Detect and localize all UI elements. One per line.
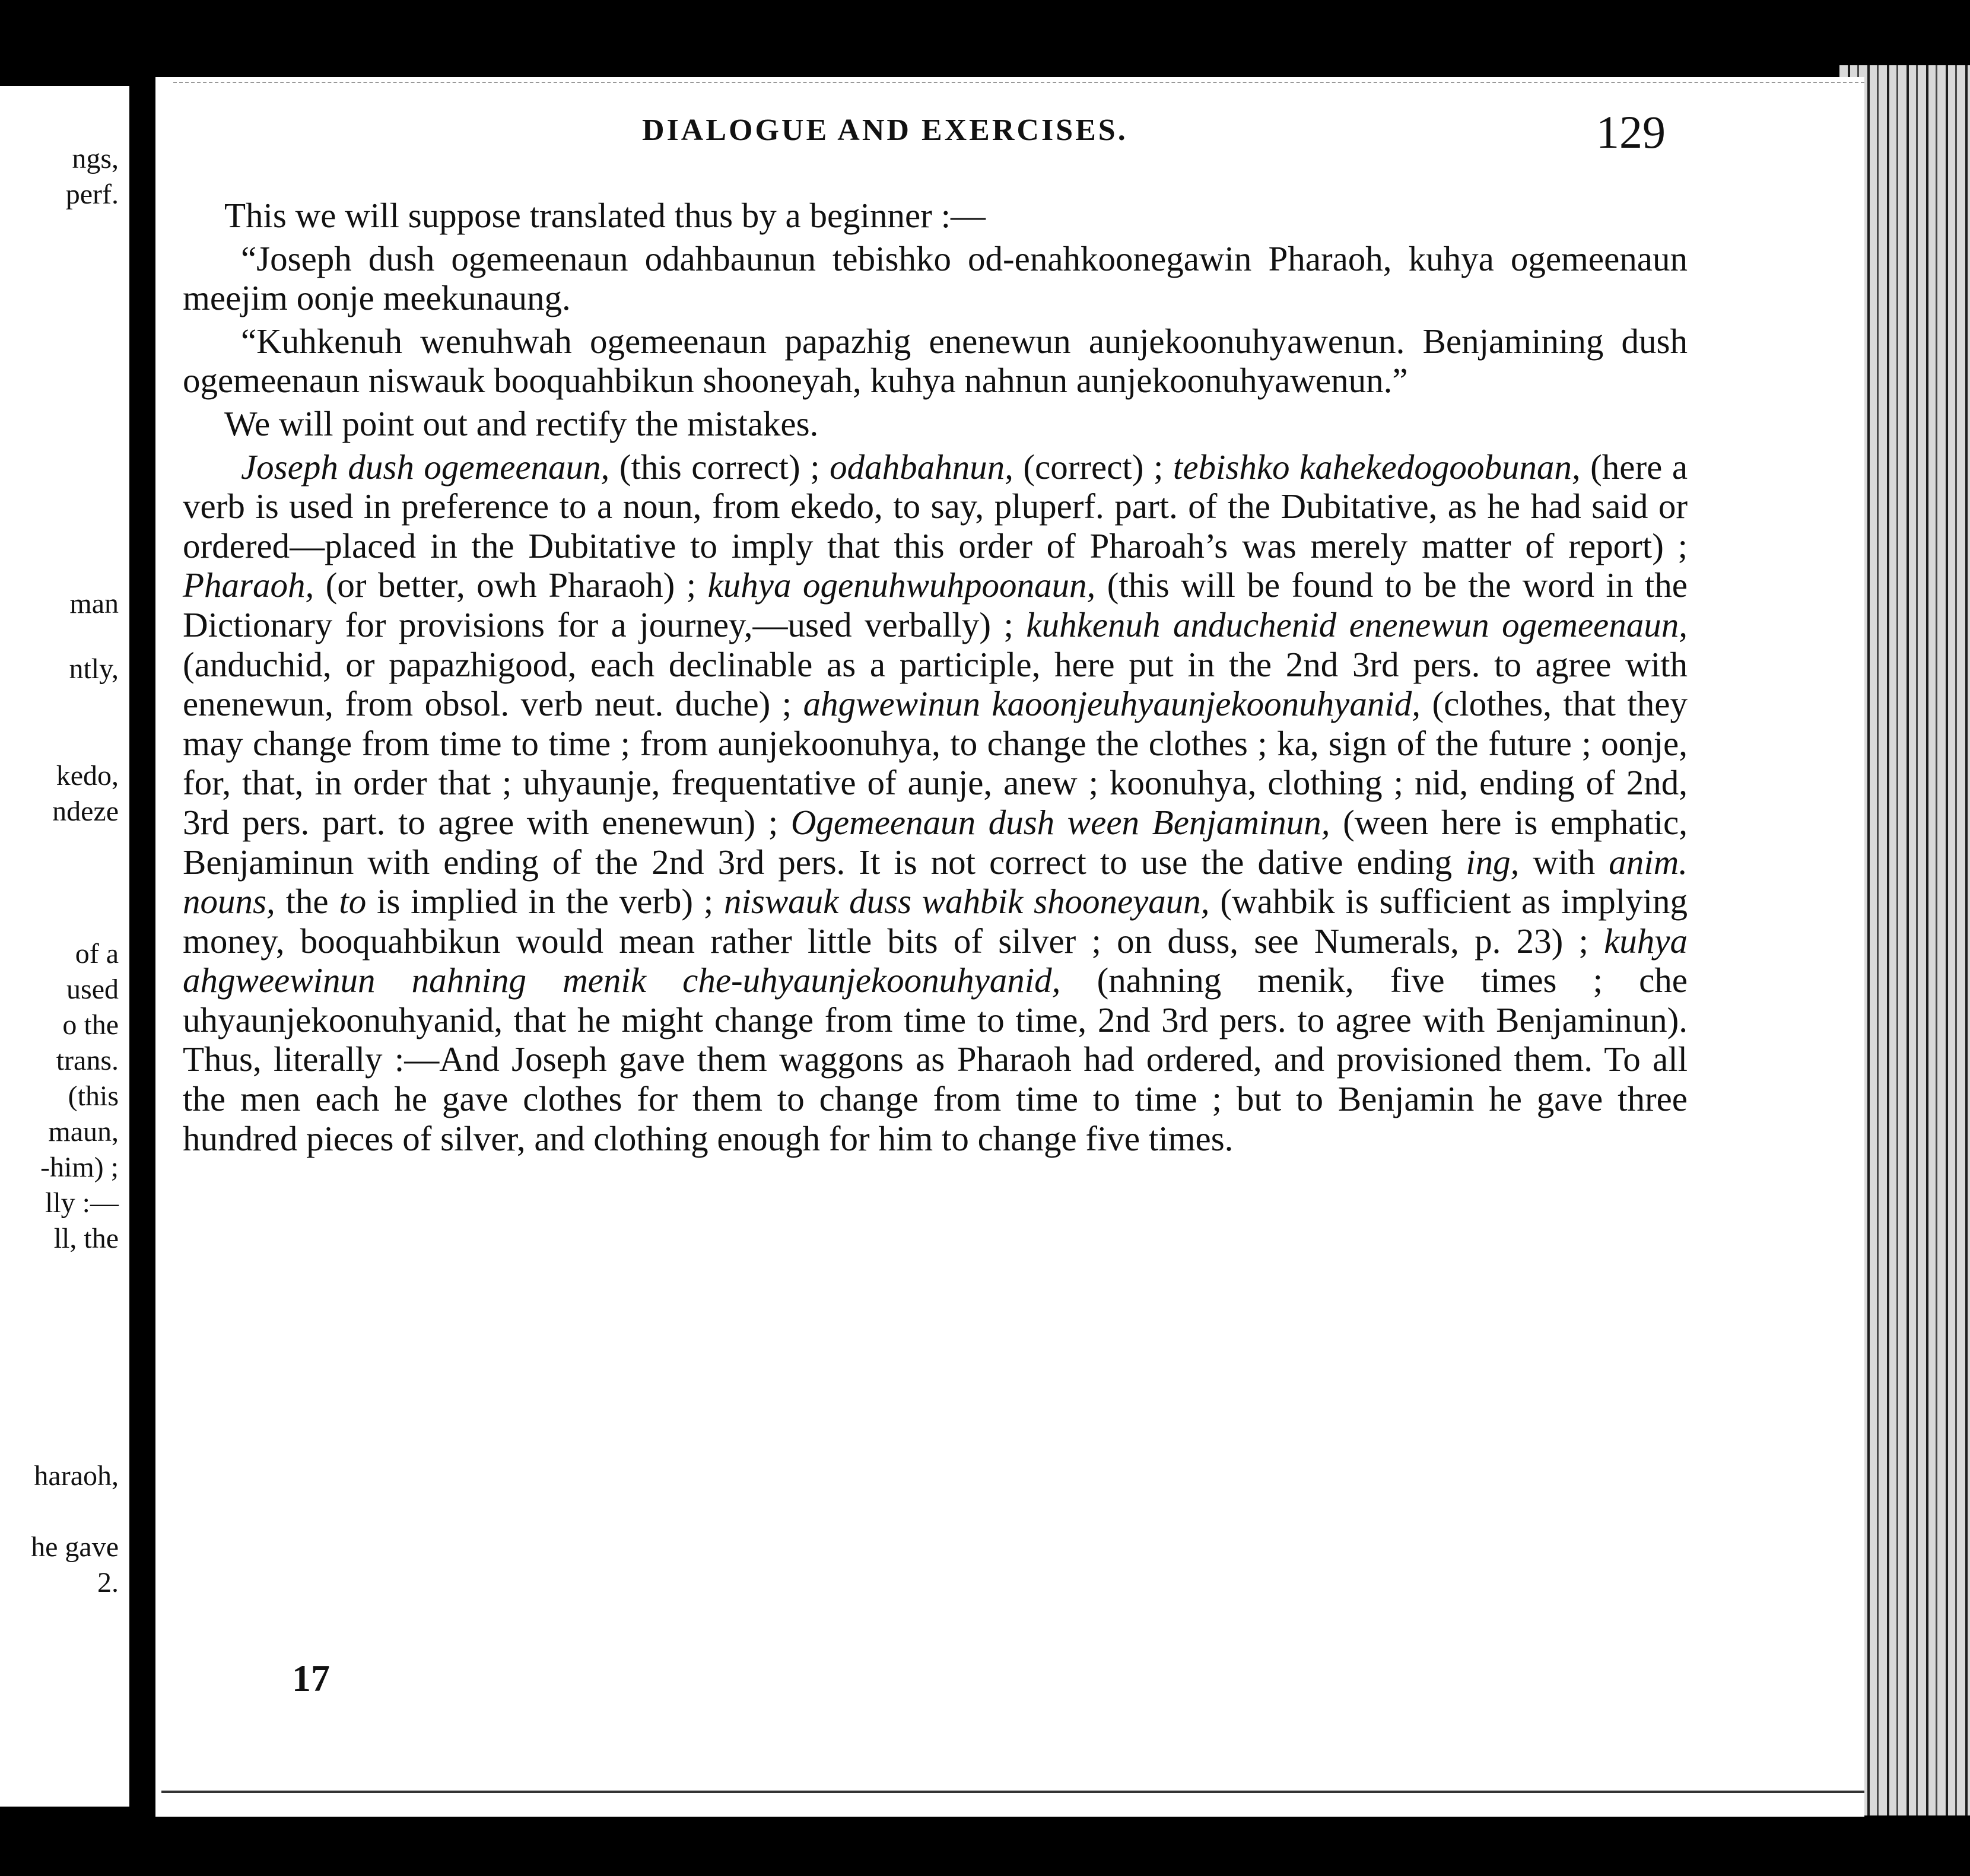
text-run: (nahning menik, five times ; che uhyaunjekoonuhyanid, that he might change from time to time, 2nd 3rd pers. to agree with Benjaminun). Thus, literally :—And Joseph gave them waggons as Pharaoh had ordered, and provisioned them. To all the men each he gave clothes for them to change from time to time ; but to Benjamin he gave three hundred pieces of silver, and clothing enough for him to change five times. <box>183 961 1688 1158</box>
facing-page-fragment: trans. <box>56 1045 119 1076</box>
facing-page-fragment: lly :— <box>45 1187 119 1219</box>
text-run: (this will be found to be the word in the Dictionary for provisions for a journey,—used verbally) ; <box>183 565 1688 644</box>
signature-mark: 17 <box>292 1657 330 1699</box>
facing-page-fragment: man <box>69 588 119 619</box>
italic-term: ahgwewinun kaoonjeuhyaunjekoonuhyanid, <box>803 684 1421 724</box>
facing-page-fragment: perf. <box>65 179 119 210</box>
facing-page-fragment: used <box>66 974 119 1005</box>
facing-page-fragment: (this <box>68 1080 119 1112</box>
facing-page-fragment: kedo, <box>56 760 119 791</box>
text-run: (here a verb is used in preference to a noun, from ekedo, to say, pluperf. part. of the Dubitative, as he had said or ordered—placed in the Dubitative to imply that this order of Pharoah’s was merely matter of report) ; <box>183 447 1688 565</box>
text-run: (this correct) ; <box>609 447 830 487</box>
text-run: (clothes, that they may change from time to time ; from aunjekoonuhya, to change the clothes ; ka, sign of the future ; oonje, for, that, in order that ; uhyaunje, frequentative of aunje, anew ; koonuhya, clothing ; nid, ending of 2nd, 3rd pers. part. to agree with enenewun) ; <box>183 684 1688 842</box>
italic-term: Pharaoh, <box>183 565 314 605</box>
text-run: (ween here is emphatic, Benjaminun with ending of the 2nd 3rd pers. It is not correct to use the dative ending <box>183 802 1688 882</box>
italic-term: tebishko kahekedogoobunan, <box>1173 447 1581 487</box>
facing-page-fragment: of a <box>75 938 119 969</box>
italic-term: Joseph dush ogemeenaun, <box>241 447 610 487</box>
page <box>155 77 1864 1817</box>
page-number: 129 <box>1596 106 1666 158</box>
text-run: with <box>1519 842 1609 882</box>
facing-page-fragment: haraoh, <box>34 1460 119 1492</box>
text-run: (or better, owh Pharaoh) ; <box>314 565 708 605</box>
running-head-title: DIALOGUE AND EXERCISES. <box>642 113 1128 147</box>
facing-page-fragment: o the <box>62 1009 119 1041</box>
italic-term: odahbahnun, <box>830 447 1013 487</box>
paragraph-translation-2: “Kuhkenuh wenuhwah ogemeenaun papazhig enenewun aunjekoonuhyawenun. Benjamining dush ogemeenaun niswauk booquahbikun shooneyah, kuhya nahnun aunjekoonuhyawenun.” <box>183 321 1688 400</box>
facing-page-fragment: ll, the <box>53 1223 119 1254</box>
top-border <box>173 82 1864 83</box>
text-run: (anduchid, or papazhigood, each declinable as a participle, here put in the 2nd 3rd pers. to agree with enenewun, from obsol. verb neut. duche) ; <box>183 644 1688 724</box>
body-text <box>183 196 1688 1158</box>
paragraph-translation-1: “Joseph dush ogemeenaun odahbaunun tebishko od-enahkoonegawin Pharaoh, kuhya ogemeenaun meejim oonje meekunaung. <box>183 239 1688 318</box>
italic-term: ing, <box>1466 842 1520 882</box>
italic-term: anim. nouns, <box>183 842 1688 921</box>
text-run: (correct) ; <box>1013 447 1173 487</box>
bottom-border <box>161 1791 1864 1793</box>
text-run: (wahbik is sufficient as implying money, booquahbikun would mean rather little bits of silver ; on duss, see Numerals, p. 23) ; <box>183 882 1688 961</box>
italic-term: to <box>339 882 367 921</box>
italic-term: kuhkenuh anduchenid enenewun ogemeenaun, <box>1026 605 1688 644</box>
facing-page-fragment: -him) ; <box>40 1152 119 1183</box>
italic-term: kuhya ogenuhwuhpoonaun, <box>707 565 1096 605</box>
facing-page-fragment: ntly, <box>69 653 119 685</box>
paragraph-rectify: We will point out and rectify the mistakes. <box>224 403 819 443</box>
italic-term: kuhya ahgweewinun nahning menik che-uhyaunjekoonuhyanid, <box>183 921 1688 1000</box>
paragraph-intro: This we will suppose translated thus by a beginner :— <box>224 196 986 235</box>
italic-term: niswauk duss wahbik shooneyaun, <box>723 882 1210 921</box>
facing-page-text <box>0 86 129 1807</box>
text-run: the <box>275 882 339 921</box>
facing-page-edge <box>0 86 129 1807</box>
facing-page-fragment: he gave <box>31 1531 119 1563</box>
paragraph-analysis <box>183 447 1688 1159</box>
facing-page-fragment: maun, <box>48 1116 119 1147</box>
italic-term: Ogemeenaun dush ween Benjaminun, <box>790 802 1330 842</box>
facing-page-fragment: 2. <box>97 1567 119 1598</box>
facing-page-fragment: ngs, <box>72 143 119 174</box>
facing-page-fragment: ndeze <box>52 796 119 827</box>
text-run: is implied in the verb) ; <box>366 882 724 921</box>
